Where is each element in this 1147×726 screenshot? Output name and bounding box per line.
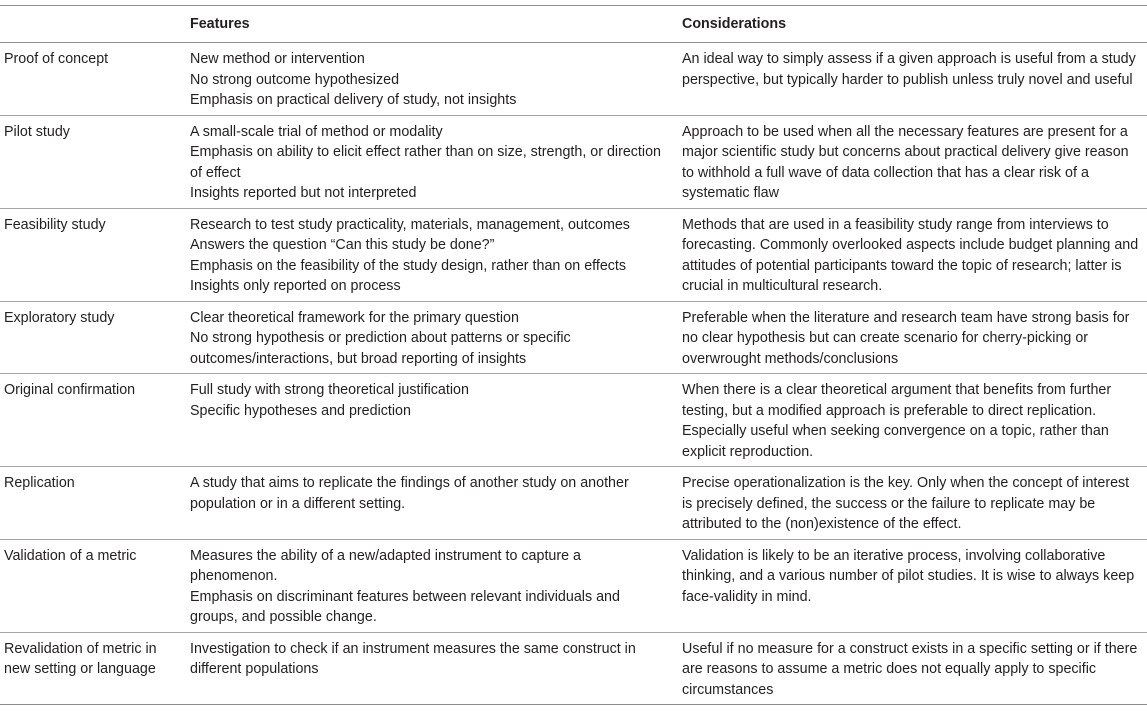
- feature-item: Clear theoretical framework for the primary question: [190, 309, 519, 326]
- feature-item: Emphasis on practical delivery of study, not insights: [190, 92, 517, 108]
- considerations-cell: Validation is likely to be an iterative process, involving collaborative thinking, and a various number of pilot studies. It is wise to always keep face-validity in mind.: [682, 547, 1135, 605]
- features-cell: [190, 208, 682, 301]
- feature-item: No strong hypothesis or prediction about patterns or specific outcomes/interactions, but broad reporting of insights: [190, 330, 571, 367]
- considerations-cell: Methods that are used in a feasibility study range from interviews to forecasting. Commonly overlooked aspects include budget planning and attitudes of potential participants toward the topic of research; latter is crucial in multicultural research.: [682, 216, 1139, 294]
- table-body: [0, 43, 1147, 705]
- header-considerations: Considerations: [682, 15, 787, 32]
- table-row: [0, 208, 1147, 301]
- feature-item: Emphasis on discriminant features between relevant individuals and groups, and possible change.: [190, 588, 620, 625]
- feature-item: Specific hypotheses and prediction: [190, 402, 411, 419]
- feature-item: A small-scale trial of method or modality: [190, 123, 443, 140]
- row-label: Pilot study: [4, 123, 70, 140]
- features-cell: [190, 115, 682, 208]
- features-cell: [190, 467, 682, 540]
- feature-item: Investigation to check if an instrument measures the same construct in different populations: [190, 640, 636, 677]
- row-label: Validation of a metric: [4, 547, 137, 564]
- table-row: [0, 115, 1147, 208]
- features-cell: [190, 632, 682, 705]
- feature-item: Insights only reported on process: [190, 278, 401, 294]
- table-header: [0, 6, 1147, 43]
- features-cell: [190, 43, 682, 116]
- feature-item: Full study with strong theoretical justification: [190, 382, 469, 398]
- row-label: Original confirmation: [4, 382, 136, 398]
- table-row: [0, 467, 1147, 540]
- table-row: [0, 539, 1147, 632]
- feature-item: Measures the ability of a new/adapted instrument to capture a phenomenon.: [190, 547, 582, 584]
- row-label: Replication: [4, 475, 75, 491]
- features-cell: [190, 539, 682, 632]
- table-row: [0, 374, 1147, 467]
- considerations-cell: When there is a clear theoretical argument that benefits from further testing, but a modified approach is preferable to direct replication. Especially useful when seeking convergence on a topic, rather than explicit reproduction.: [682, 382, 1112, 460]
- considerations-cell: Precise operationalization is the key. Only when the concept of interest is precisely defined, the success or the failure to replicate may be attributed to the (non)existence of the effect.: [682, 475, 1130, 532]
- considerations-cell: Useful if no measure for a construct exists in a specific setting or if there are reasons to assume a metric does not equally apply to specific circumstances: [682, 640, 1138, 698]
- table-row: [0, 632, 1147, 705]
- considerations-cell: Preferable when the literature and research team have strong basis for no clear hypothesis but can create scenario for cherry-picking or overwrought methods/conclusions: [682, 309, 1130, 367]
- header-study-type: [0, 6, 190, 43]
- feature-item: Emphasis on the feasibility of the study design, rather than on effects: [190, 257, 627, 274]
- feature-item: Answers the question “Can this study be done?”: [190, 237, 495, 253]
- feature-item: Insights reported but not interpreted: [190, 185, 417, 201]
- considerations-cell: Approach to be used when all the necessary features are present for a major scientific study but concerns about practical delivery give reason to withhold a full wave of data collection that has a clear risk of a systematic flaw: [682, 123, 1129, 201]
- table-row: [0, 301, 1147, 374]
- feature-item: No strong outcome hypothesized: [190, 71, 400, 88]
- feature-item: New method or intervention: [190, 51, 365, 67]
- table-row: [0, 43, 1147, 116]
- considerations-cell: An ideal way to simply assess if a given approach is useful from a study perspective, but typically harder to publish unless truly novel and useful: [682, 51, 1136, 88]
- row-label: Proof of concept: [4, 51, 109, 67]
- feature-item: Emphasis on ability to elicit effect rather than on size, strength, or direction of effect: [190, 144, 661, 181]
- header-features: Features: [190, 15, 250, 32]
- feature-item: Research to test study practicality, materials, management, outcomes: [190, 216, 630, 233]
- header-row: [0, 6, 1147, 43]
- features-cell: [190, 374, 682, 467]
- row-label: Revalidation of metric in new setting or language: [4, 640, 157, 677]
- row-label: Exploratory study: [4, 309, 115, 326]
- row-label: Feasibility study: [4, 216, 106, 233]
- features-cell: [190, 301, 682, 374]
- feature-item: A study that aims to replicate the findings of another study on another population or in a different setting.: [190, 475, 629, 512]
- study-types-table: [0, 5, 1147, 705]
